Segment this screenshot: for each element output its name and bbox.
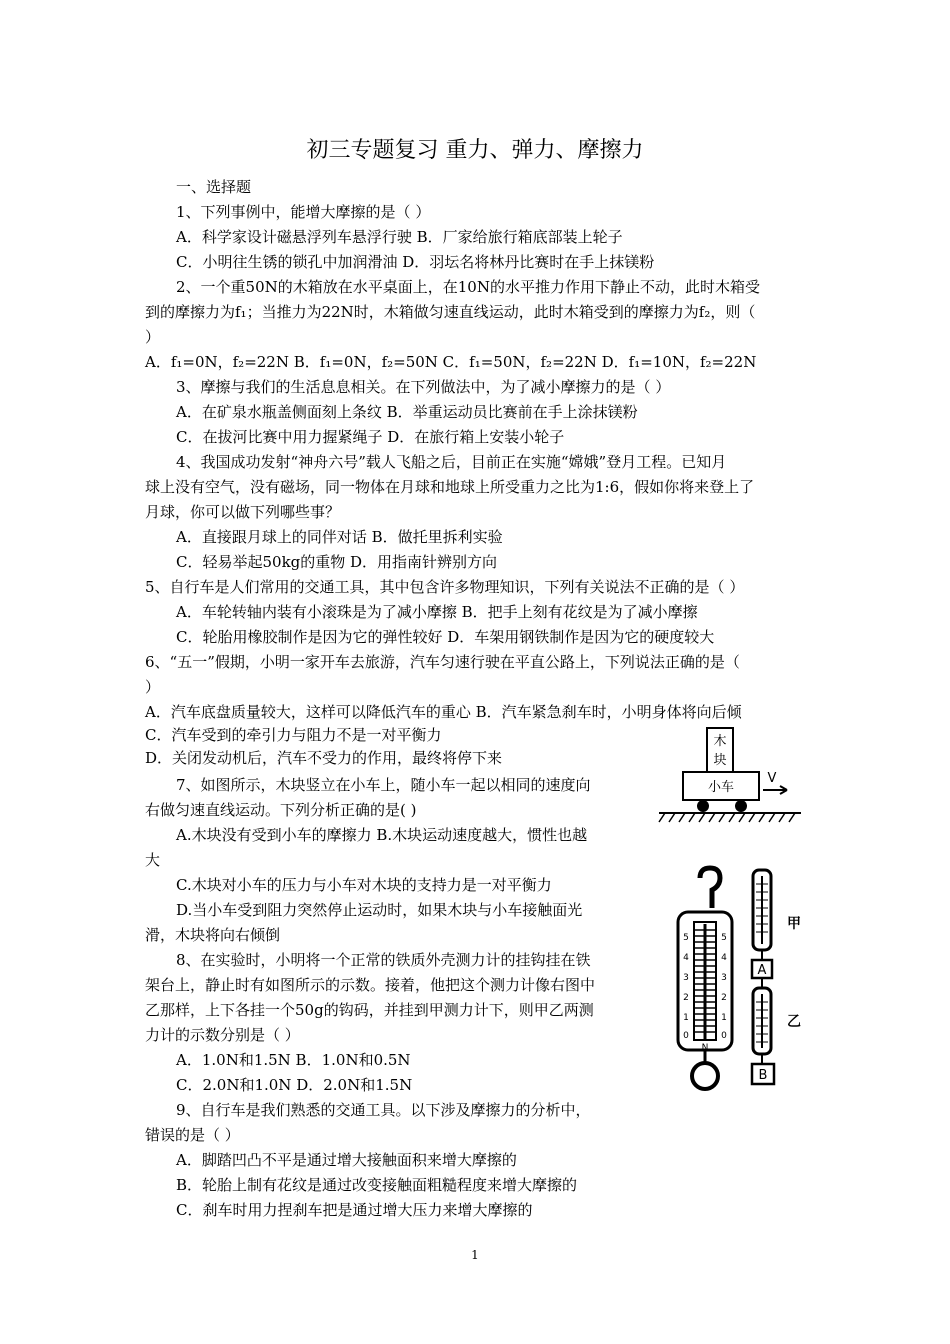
- pull-ring-icon: [692, 1063, 718, 1089]
- question-6-options-ab: A．汽车底盘质量较大，这样可以降低汽车的重心 B．汽车紧急刹车时，小明身体将向后倾: [145, 703, 742, 721]
- scale-mark: 4: [683, 953, 689, 963]
- scale-mark: 1: [721, 1013, 727, 1023]
- scale-mark: 5: [721, 933, 727, 943]
- scale-mark: 3: [683, 973, 689, 983]
- question-1-stem: 1、下列事例中，能增大摩擦的是（ ）: [176, 203, 431, 221]
- weight-a-label: A: [757, 963, 767, 978]
- block-label-2: 块: [713, 753, 727, 768]
- cart-wheel-left: [697, 800, 709, 812]
- question-5-options-ab: A．车轮转轴内装有小滚珠是为了减小摩擦 B．把手上刻有花纹是为了减小摩擦: [176, 603, 698, 621]
- question-5-options-cd: C．轮胎用橡胶制作是因为它的弹性较好 D．车架用钢铁制作是因为它的硬度较大: [176, 628, 715, 646]
- question-6-option-d: D．关闭发动机后，汽车不受力的作用，最终将停下来: [145, 749, 503, 767]
- section-heading: 一、选择题: [176, 178, 252, 196]
- hook-icon: [700, 868, 720, 908]
- weight-b-label: B: [758, 1068, 768, 1083]
- question-9-stem-line2: 错误的是（ ）: [145, 1126, 240, 1144]
- question-4-stem-line1: 4、我国成功发射“神舟六号”载人飞船之后，目前正在实施“嫦娥”登月工程。已知月: [176, 453, 727, 471]
- question-9-option-c: C．刹车时用力捏刹车把是通过增大压力来增大摩擦的: [176, 1201, 533, 1219]
- scale-mark: 4: [721, 953, 727, 963]
- block-label-1: 木: [713, 734, 727, 749]
- question-7-stem-line2: 右做匀速直线运动。下列分析正确的是( ): [145, 801, 417, 819]
- cart-wheel-right: [735, 800, 747, 812]
- unit-mark: N: [701, 1043, 709, 1053]
- scale-mark: 2: [721, 993, 727, 1003]
- page-title: 初三专题复习 重力、弹力、摩擦力: [306, 138, 644, 163]
- question-3-options-ab: A．在矿泉水瓶盖侧面刻上条纹 B．举重运动员比赛前在手上涂抹镁粉: [176, 403, 638, 421]
- question-6-stem-line2: ）: [145, 678, 161, 696]
- question-7-option-ab: A.木块没有受到小车的摩擦力 B.木块运动速度越大，惯性也越: [176, 826, 588, 844]
- ground-hatch: [659, 813, 795, 822]
- question-1-options-ab: A．科学家设计磁悬浮列车悬浮行驶 B．厂家给旅行箱底部装上轮子: [176, 228, 623, 246]
- scale-mark: 2: [683, 993, 689, 1003]
- question-3-stem: 3、摩擦与我们的生活息息相关。在下列做法中，为了减小摩擦力的是（ ）: [176, 378, 671, 396]
- question-4-options-cd: C．轻易举起50kg的重物 D．用指南针辨别方向: [176, 553, 498, 571]
- label-yi: 乙: [787, 1014, 801, 1030]
- question-8-stem-line4: 力计的示数分别是（ ）: [145, 1026, 300, 1044]
- question-7-stem-line1: 7、如图所示，木块竖立在小车上，随小车一起以相同的速度向: [176, 776, 591, 794]
- question-3-options-cd: C．在拔河比赛中用力握紧绳子 D．在旅行箱上安装小轮子: [176, 428, 565, 446]
- question-9-option-b: B．轮胎上制有花纹是通过改变接触面粗糙程度来增大摩擦的: [176, 1176, 578, 1194]
- page-number: 1: [471, 1248, 479, 1262]
- question-8-options-cd: C．2.0N和1.0N D．2.0N和1.5N: [176, 1076, 413, 1094]
- question-2-stem-line1: 2、一个重50N的木箱放在水平桌面上，在10N的水平推力作用下静止不动，此时木箱受: [176, 278, 760, 296]
- question-4-stem-line2: 球上没有空气，没有磁场，同一物体在月球和地球上所受重力之比为1:6，假如你将来登上了: [145, 478, 755, 496]
- scale-mark: 5: [683, 933, 689, 943]
- question-1-options-cd: C．小明往生锈的锁孔中加润滑油 D．羽坛名将林丹比赛时在手上抹镁粉: [176, 253, 655, 271]
- question-2-stem-line3: ）: [145, 328, 161, 346]
- question-2-options: A．f₁=0N，f₂=22N B．f₁=0N，f₂=50N C．f₁=50N，f₂=22N D．f₁=10N，f₂=22N: [145, 353, 757, 371]
- question-8-stem-line3: 乙那样，上下各挂一个50g的钩码，并挂到甲测力计下，则甲乙两测: [145, 1001, 594, 1019]
- question-5-stem: 5、自行车是人们常用的交通工具，其中包含许多物理知识，下列有关说法不正确的是（ ）: [145, 578, 745, 596]
- cart-block-figure: [655, 724, 805, 832]
- question-8-stem-line2: 架台上，静止时有如图所示的示数。接着，他把这个测力计像右图中: [145, 976, 596, 994]
- question-9-option-a: A．脚踏凹凸不平是通过增大接触面积来增大摩擦的: [176, 1151, 517, 1169]
- question-2-stem-line2: 到的摩擦力为f₁；当推力为22N时，木箱做匀速直线运动，此时木箱受到的摩擦力为f₂，则（: [145, 303, 756, 321]
- scale-mark: 0: [721, 1031, 727, 1041]
- question-9-stem-line1: 9、自行车是我们熟悉的交通工具。以下涉及摩擦力的分析中，: [176, 1101, 591, 1119]
- question-7-option-d: D.当小车受到阻力突然停止运动时，如果木块与小车接触面光: [176, 901, 583, 919]
- spring-balance-figure: [670, 864, 810, 1098]
- question-8-options-ab: A．1.0N和1.5N B．1.0N和0.5N: [176, 1051, 411, 1069]
- question-7-option-ab-wrap: 大: [145, 851, 161, 869]
- scale-mark: 1: [683, 1013, 689, 1023]
- question-4-options-ab: A．直接跟月球上的同伴对话 B．做托里拆利实验: [176, 528, 503, 546]
- label-jia: 甲: [787, 916, 801, 932]
- scale-mark: 0: [683, 1031, 689, 1041]
- question-6-option-c: C．汽车受到的牵引力与阻力不是一对平衡力: [145, 726, 442, 744]
- velocity-label: V: [767, 771, 777, 786]
- question-6-stem-line1: 6、“五一”假期，小明一家开车去旅游，汽车匀速行驶在平直公路上，下列说法正确的是（: [145, 653, 740, 671]
- question-4-stem-line3: 月球，你可以做下列哪些事？: [145, 503, 341, 521]
- scale-mark: 3: [721, 973, 727, 983]
- question-7-option-d-wrap: 滑，木块将向右倾倒: [145, 926, 281, 944]
- cart-label: 小车: [707, 780, 735, 795]
- question-7-option-c: C.木块对小车的压力与小车对木块的支持力是一对平衡力: [176, 876, 552, 894]
- question-8-stem-line1: 8、在实验时，小明将一个正常的铁质外壳测力计的挂钩挂在铁: [176, 951, 591, 969]
